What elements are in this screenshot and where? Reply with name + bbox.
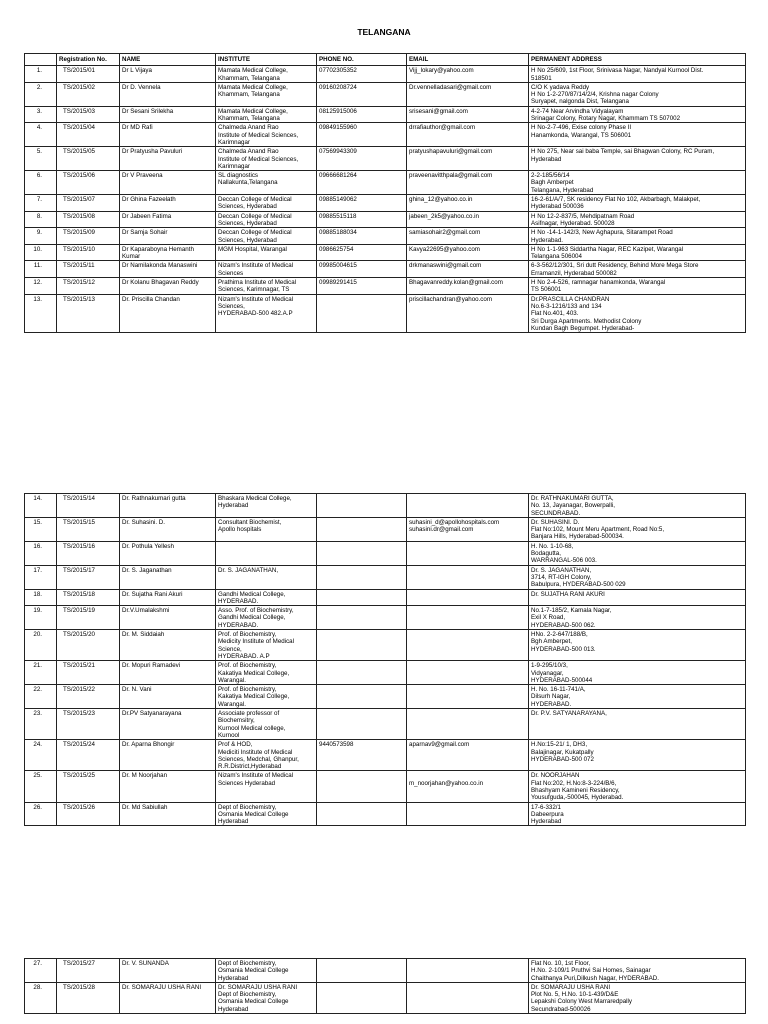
cell-name: Dr L Vijaya: [120, 66, 216, 83]
cell-name: Dr.V.Umalakshmi: [120, 606, 216, 630]
cell-email: [407, 494, 529, 518]
cell-name: Dr Kaparaboyna Hemanth Kumar: [120, 244, 216, 261]
table-row: [25, 709, 746, 740]
cell-serial-no: 20.: [25, 630, 57, 661]
cell-phone: [317, 771, 407, 802]
cell-serial-no: 28.: [25, 982, 57, 1013]
cell-address: Dr. NOORJAHAN Flat No:202, H.No:8-3-224/B/6, Bhashyam Kamineni Residency, Yousufguda,-500045, Hyderabad.: [529, 771, 746, 802]
cell-address: H No 275, Near sai baba Temple, sai Bhagwan Colony, RC Puram, Hyderabad: [529, 147, 746, 171]
table-row: [25, 802, 746, 826]
table-row: [25, 517, 746, 541]
col-header-name: NAME: [120, 54, 216, 66]
cell-serial-no: 19.: [25, 606, 57, 630]
cell-registration-no: TS/2015/25: [57, 771, 120, 802]
cell-name: Dr Kolanu Bhagavan Reddy: [120, 278, 216, 295]
cell-institute: Prof & HOD, Mediciti Institute of Medical Sciences, Medchal, Ghanpur, R.R.District,Hyderabad: [216, 740, 317, 771]
cell-serial-no: 24.: [25, 740, 57, 771]
cell-name: Dr. N. Vani: [120, 685, 216, 709]
cell-institute: Associate professor of Biochemsitry, Kurnool Medical college, Kurnool: [216, 709, 317, 740]
cell-name: Dr. Priscilla Chandan: [120, 294, 216, 332]
col-header-registration: Registration No.: [57, 54, 120, 66]
cell-serial-no: 1.: [25, 66, 57, 83]
cell-registration-no: TS/2015/12: [57, 278, 120, 295]
cell-phone: [317, 982, 407, 1013]
cell-email: pratyushapavuluri@gmail.com: [407, 147, 529, 171]
cell-institute: Deccan College of Medical Sciences, Hyderabad: [216, 211, 317, 228]
registration-table-part-2: [24, 493, 746, 826]
cell-institute: Nizam's Institute of Medical Sciences Hyderabad: [216, 771, 317, 802]
cell-name: Dr. M. Siddaiah: [120, 630, 216, 661]
cell-name: Dr. S. Jaganathan: [120, 565, 216, 589]
cell-serial-no: 15.: [25, 517, 57, 541]
cell-registration-no: TS/2015/19: [57, 606, 120, 630]
document-title: TELANGANA: [357, 27, 411, 37]
cell-name: Dr. V. SUNANDA: [120, 959, 216, 983]
table-row: [25, 171, 746, 195]
cell-name: Dr Ghina Fazeelath: [120, 195, 216, 212]
cell-institute: Gandhi Medical College, HYDERABAD.: [216, 589, 317, 606]
table-row: [25, 278, 746, 295]
cell-email: [407, 982, 529, 1013]
cell-serial-no: 18.: [25, 589, 57, 606]
cell-institute: Mamata Medical College, Khammam, Telangana: [216, 66, 317, 83]
cell-institute: Prof. of Biochemistry, Kakatiya Medical College, Warangal.: [216, 685, 317, 709]
cell-institute: Dr. SOMARAJU USHA RANI Dept of Biochemistry, Osmania Medical College Hyderabad: [216, 982, 317, 1013]
cell-email: drrafiauthor@gmail.com: [407, 123, 529, 147]
cell-address: 17-6-332/1 Dabeerpura Hyderabad: [529, 802, 746, 826]
cell-address: H No 12-2-837/5, Mehdipatnam Road Asifnagar, Hyderabad. 500028: [529, 211, 746, 228]
cell-address: Dr.PRASCILLA CHANDRAN No.6-3-1216/133 and 134 Flat No.401, 403. Sri Durga Apartments. Methodist Colony Kundan Bagh Begumpet. Hyderabad-: [529, 294, 746, 332]
cell-phone: 08125915006: [317, 106, 407, 123]
cell-registration-no: TS/2015/21: [57, 661, 120, 685]
cell-name: Dr D. Vennela: [120, 82, 216, 106]
cell-address: 2-2-185/56/14 Bagh Amberpet Telangana, Hyderabad: [529, 171, 746, 195]
cell-phone: 07702305352: [317, 66, 407, 83]
cell-institute: Chalmeda Anand Rao Institute of Medical Sciences, Karimnagar: [216, 147, 317, 171]
cell-serial-no: 21.: [25, 661, 57, 685]
registration-table-part-3: [24, 958, 746, 1014]
cell-registration-no: TS/2015/01: [57, 66, 120, 83]
cell-name: Dr. M Noorjahan: [120, 771, 216, 802]
col-header-address: PERMANENT ADDRESS: [529, 54, 746, 66]
table-body-1: [25, 66, 746, 333]
registration-table-part-1: [24, 53, 746, 333]
cell-serial-no: 4.: [25, 123, 57, 147]
table-row: [25, 740, 746, 771]
cell-name: Dr Sesani Srilekha: [120, 106, 216, 123]
cell-phone: [317, 630, 407, 661]
table-row: [25, 228, 746, 245]
cell-email: [407, 565, 529, 589]
cell-registration-no: TS/2015/02: [57, 82, 120, 106]
cell-serial-no: 9.: [25, 228, 57, 245]
cell-institute: Chalmeda Anand Rao Institute of Medical Sciences, Karimnagar: [216, 123, 317, 147]
cell-phone: 9440573598: [317, 740, 407, 771]
cell-address: H No 25/609, 1st Floor, Srinivasa Nagar, Nandyal Kurnool Dist. 518501: [529, 66, 746, 83]
cell-name: Dr MD Rafi: [120, 123, 216, 147]
cell-address: Dr. P.V. SATYANARAYANA,: [529, 709, 746, 740]
cell-institute: Dr. S. JAGANATHAN,: [216, 565, 317, 589]
cell-registration-no: TS/2015/15: [57, 517, 120, 541]
cell-address: H. No. 1-10-68, Bodagutta, WARRANGAL-506 003.: [529, 541, 746, 565]
cell-address: H. No. 16-11-741/A, Dilsurh Nagar, HYDERABAD.: [529, 685, 746, 709]
table-row: [25, 195, 746, 212]
cell-name: Dr. Rathnakumari gutta: [120, 494, 216, 518]
table-row: [25, 66, 746, 83]
cell-name: Dr.PV Satyanarayana: [120, 709, 216, 740]
cell-registration-no: TS/2015/24: [57, 740, 120, 771]
cell-institute: Prof. of Biochemistry, Medicity Institute of Medical Science, HYDERABAD. A.P: [216, 630, 317, 661]
cell-email: [407, 541, 529, 565]
table-body-2: [25, 494, 746, 826]
cell-address: HNo. 2-2-647/188/B, Bgh Amberpet, HYDERABAD-500 013.: [529, 630, 746, 661]
cell-registration-no: TS/2015/05: [57, 147, 120, 171]
cell-email: srisesani@gmail.com: [407, 106, 529, 123]
cell-phone: [317, 606, 407, 630]
cell-institute: Prathima Institute of Medical Sciences, Karimnagar, TS: [216, 278, 317, 295]
cell-name: Dr Pratyusha Pavuluri: [120, 147, 216, 171]
cell-serial-no: 14.: [25, 494, 57, 518]
cell-institute: Prof. of Biochemistry, Kakatiya Medical College, Warangal.: [216, 661, 317, 685]
cell-name: Dr. SOMARAJU USHA RANI: [120, 982, 216, 1013]
cell-registration-no: TS/2015/11: [57, 261, 120, 278]
cell-registration-no: TS/2015/17: [57, 565, 120, 589]
cell-registration-no: TS/2015/18: [57, 589, 120, 606]
cell-serial-no: 16.: [25, 541, 57, 565]
cell-registration-no: TS/2015/22: [57, 685, 120, 709]
table-row: [25, 982, 746, 1013]
cell-email: [407, 802, 529, 826]
cell-serial-no: 12.: [25, 278, 57, 295]
cell-phone: 09885188034: [317, 228, 407, 245]
cell-registration-no: TS/2015/08: [57, 211, 120, 228]
table-row: [25, 541, 746, 565]
cell-phone: 07569943309: [317, 147, 407, 171]
cell-phone: [317, 589, 407, 606]
cell-name: Dr Jabeen Fatima: [120, 211, 216, 228]
cell-address: 16-2-61/A/7, SK residency Flat No 102, Akbarbagh, Malakpet, Hyderabad 500036: [529, 195, 746, 212]
cell-serial-no: 3.: [25, 106, 57, 123]
cell-phone: [317, 541, 407, 565]
col-header-institute: INSTITUTE: [216, 54, 317, 66]
cell-registration-no: TS/2015/13: [57, 294, 120, 332]
cell-registration-no: TS/2015/27: [57, 959, 120, 983]
cell-phone: [317, 565, 407, 589]
cell-phone: 09885515118: [317, 211, 407, 228]
col-header-phone: PHONE NO.: [317, 54, 407, 66]
cell-email: [407, 606, 529, 630]
cell-phone: 09666681264: [317, 171, 407, 195]
cell-address: H No -14-1-142/3, New Aghapura, Sitarampet Road Hyderabad.: [529, 228, 746, 245]
cell-name: Dr. Md Sabiullah: [120, 802, 216, 826]
cell-address: 6-3-562/12/301, Sri dutt Residency, Behind More Mega Store Erramanzil, Hyderabad 500082: [529, 261, 746, 278]
table-row: [25, 589, 746, 606]
cell-email: [407, 685, 529, 709]
cell-registration-no: TS/2015/10: [57, 244, 120, 261]
cell-address: Dr. SUHASINI. D. Flat No:102, Mount Meru Apartment, Road No:5, Banjara Hills, Hyderabad-500034.: [529, 517, 746, 541]
table-row: [25, 211, 746, 228]
cell-name: Dr. Pothula Yellesh: [120, 541, 216, 565]
cell-registration-no: TS/2015/20: [57, 630, 120, 661]
cell-address: No.1-7-185/2, Kamala Nagar, Exil X Road, HYDERABAD-500 062.: [529, 606, 746, 630]
cell-institute: Mamata Medical College, Khammam, Telangana: [216, 106, 317, 123]
cell-institute: [216, 541, 317, 565]
cell-serial-no: 22.: [25, 685, 57, 709]
cell-registration-no: TS/2015/04: [57, 123, 120, 147]
cell-phone: [317, 685, 407, 709]
cell-registration-no: TS/2015/23: [57, 709, 120, 740]
table-row: [25, 82, 746, 106]
cell-address: Dr. SOMARAJU USHA RANI Plot No. 5, H.No. 10-1-439/D&E Lepakshi Colony West Marraredpally Secundrabad-500026: [529, 982, 746, 1013]
cell-email: [407, 709, 529, 740]
cell-serial-no: 6.: [25, 171, 57, 195]
cell-institute: Dept of Biochemistry, Osmania Medical College Hyderabad: [216, 802, 317, 826]
cell-address: Dr. S. JAGANATHAN, 3714, RT-IGH Colony, Babulpura, HYDERABAD-500 029: [529, 565, 746, 589]
cell-phone: [317, 709, 407, 740]
cell-phone: [317, 661, 407, 685]
cell-institute: Consultant Biochemist, Apollo hospitals: [216, 517, 317, 541]
table-header-row: [25, 54, 746, 66]
cell-institute: Asso. Prof. of Biochemistry, Gandhi Medical College, HYDERABAD.: [216, 606, 317, 630]
cell-institute: Bhaskara Medical College, Hyderabad: [216, 494, 317, 518]
cell-serial-no: 8.: [25, 211, 57, 228]
cell-phone: [317, 802, 407, 826]
cell-registration-no: TS/2015/07: [57, 195, 120, 212]
cell-registration-no: TS/2015/28: [57, 982, 120, 1013]
cell-name: Dr Samja Sohair: [120, 228, 216, 245]
cell-institute: Nizam's Institute of Medical Sciences: [216, 261, 317, 278]
cell-serial-no: 13.: [25, 294, 57, 332]
cell-registration-no: TS/2015/16: [57, 541, 120, 565]
cell-address: 4-2-74 Near Arvindha Vidyalayam Srinagar Colony, Rotary Nagar, Khammam TS 507002: [529, 106, 746, 123]
cell-serial-no: 23.: [25, 709, 57, 740]
cell-address: H No 1-1-963 Siddartha Nagar, REC Kazipet, Warangal Telangana 506004: [529, 244, 746, 261]
cell-address: H No 2-4-526, ramnagar hanamkonda, Warangal TS 506001: [529, 278, 746, 295]
cell-institute: Dept of Biochemistry, Osmania Medical College Hyderabad: [216, 959, 317, 983]
cell-email: Vijj_lokary@yahoo.com: [407, 66, 529, 83]
cell-email: [407, 630, 529, 661]
cell-registration-no: TS/2015/09: [57, 228, 120, 245]
table-row: [25, 494, 746, 518]
cell-name: Dr. Mopuri Ramadevi: [120, 661, 216, 685]
cell-phone: 09885149062: [317, 195, 407, 212]
cell-email: jabeen_2k5@yahoo.co.in: [407, 211, 529, 228]
cell-registration-no: TS/2015/26: [57, 802, 120, 826]
cell-name: Dr. Suhasini. D.: [120, 517, 216, 541]
col-header-sno: [25, 54, 57, 66]
cell-institute: SL diagnostics Nallakunta,Telangana: [216, 171, 317, 195]
cell-name: Dr Namilakonda Manaswini: [120, 261, 216, 278]
cell-serial-no: 25.: [25, 771, 57, 802]
table-row: [25, 294, 746, 332]
cell-institute: Nizam's Institute of Medical Sciences, HYDERABAD-500 482.A.P: [216, 294, 317, 332]
cell-serial-no: 5.: [25, 147, 57, 171]
table-row: [25, 147, 746, 171]
cell-email: suhasini_d@apollohospitals.com suhasini.dr@gmail.com: [407, 517, 529, 541]
cell-institute: Mamata Medical College, Khammam, Telangana: [216, 82, 317, 106]
cell-phone: 0986625754: [317, 244, 407, 261]
cell-email: Bhagavanreddy.kolan@gmail.com: [407, 278, 529, 295]
cell-phone: [317, 517, 407, 541]
table-row: [25, 606, 746, 630]
cell-serial-no: 17.: [25, 565, 57, 589]
cell-phone: 09989291415: [317, 278, 407, 295]
cell-email: [407, 661, 529, 685]
col-header-email: EMAIL: [407, 54, 529, 66]
cell-address: C/O K yadava Reddy H No 1-2-270/87/14/2/4, Krishna nagar Colony Suryapet, nalgonda Dist, Telangana: [529, 82, 746, 106]
cell-email: [407, 959, 529, 983]
table-row: [25, 106, 746, 123]
cell-serial-no: 7.: [25, 195, 57, 212]
cell-registration-no: TS/2015/06: [57, 171, 120, 195]
cell-email: samiasohair2@gmail.com: [407, 228, 529, 245]
cell-email: aparnav9@gmail.com: [407, 740, 529, 771]
cell-institute: MGM Hospital, Warangal: [216, 244, 317, 261]
cell-phone: [317, 294, 407, 332]
cell-email: ghina_12@yahoo.co.in: [407, 195, 529, 212]
cell-email: drkmanaswini@gmail.com: [407, 261, 529, 278]
cell-name: Dr V Praveena: [120, 171, 216, 195]
cell-phone: 09849155960: [317, 123, 407, 147]
cell-email: m_noorjahan@yahoo.co.in: [407, 771, 529, 802]
cell-address: H.No:15-21/ 1, DH3, Balajinagar, Kukatpally HYDERABAD-500 072: [529, 740, 746, 771]
table-row: [25, 661, 746, 685]
cell-serial-no: 10.: [25, 244, 57, 261]
cell-serial-no: 11.: [25, 261, 57, 278]
cell-email: praveenavitthpala@gmail.com: [407, 171, 529, 195]
cell-email: [407, 589, 529, 606]
cell-phone: 09160208724: [317, 82, 407, 106]
cell-address: 1-9-295/10/3, Vidyanagar, HYDERABAD-500044: [529, 661, 746, 685]
table-row: [25, 565, 746, 589]
cell-registration-no: TS/2015/14: [57, 494, 120, 518]
cell-registration-no: TS/2015/03: [57, 106, 120, 123]
cell-phone: [317, 959, 407, 983]
table-row: [25, 685, 746, 709]
cell-name: Dr. Aparna Bhongir: [120, 740, 216, 771]
table-row: [25, 959, 746, 983]
table-body-3: [25, 959, 746, 1014]
cell-serial-no: 26.: [25, 802, 57, 826]
cell-email: Kavya22695@yahoo.com: [407, 244, 529, 261]
table-row: [25, 630, 746, 661]
cell-phone: [317, 494, 407, 518]
table-row: [25, 771, 746, 802]
table-row: [25, 123, 746, 147]
cell-institute: Deccan College of Medical Sciences, Hyderabad: [216, 195, 317, 212]
cell-serial-no: 27.: [25, 959, 57, 983]
cell-address: Flat No. 10, 1st Floor, H.No. 2-109/1 Pruthvi Sai Homes, Sainagar Chaithanya Puri,Dilkush Nagar, HYDERABAD.: [529, 959, 746, 983]
cell-address: Dr. RATHNAKUMARI GUTTA, No. 13, Jayanagar, Bowerpalli, SECUNDRABAD.: [529, 494, 746, 518]
table-row: [25, 261, 746, 278]
cell-email: Dr.vennelladasari@gmail.com: [407, 82, 529, 106]
cell-address: H No-2-7-496, Exise colony Phase II Hanamkonda, Warangal, TS 506001: [529, 123, 746, 147]
cell-serial-no: 2.: [25, 82, 57, 106]
table-row: [25, 244, 746, 261]
cell-institute: Deccan College of Medical Sciences, Hyderabad: [216, 228, 317, 245]
cell-email: priscillachandran@yahoo.com: [407, 294, 529, 332]
cell-phone: 09985004615: [317, 261, 407, 278]
cell-name: Dr. Sujatha Rani Akuri: [120, 589, 216, 606]
cell-address: Dr. SUJATHA RANI AKURI: [529, 589, 746, 606]
